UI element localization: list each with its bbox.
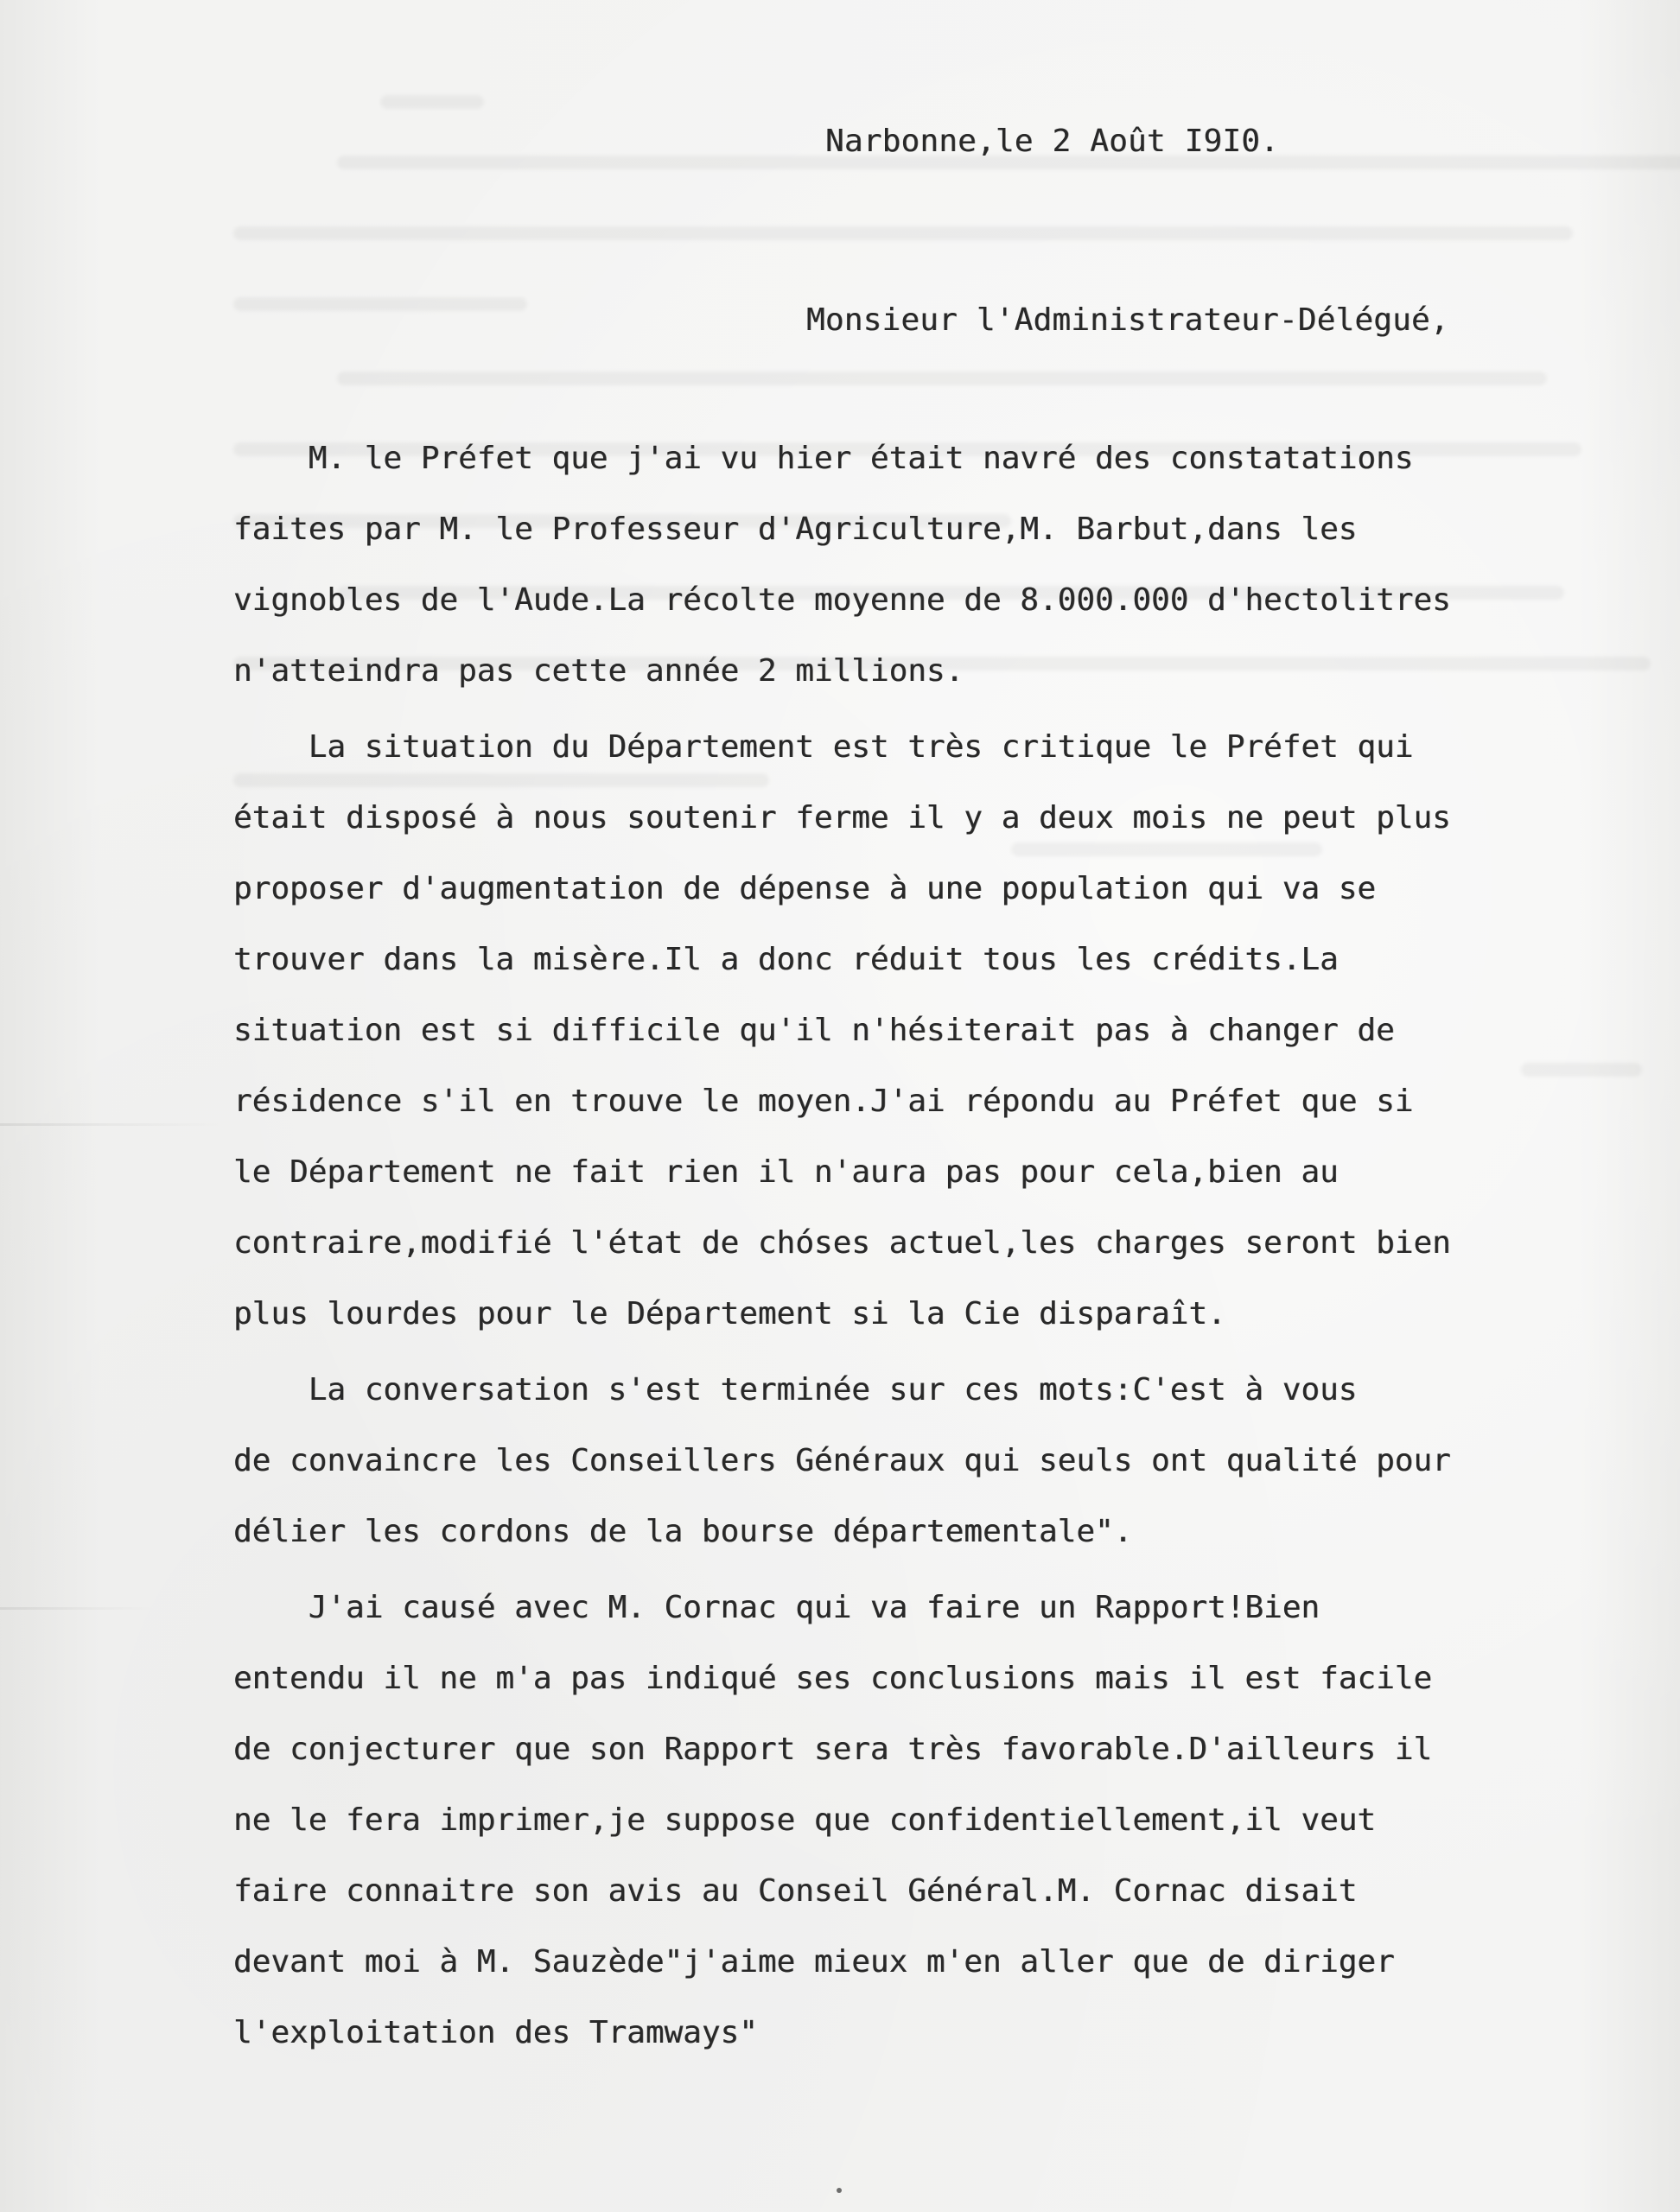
body-line: J'ai causé avec M. Cornac qui va faire un Rapport!Bien: [233, 1590, 1320, 1625]
body-line: vignobles de l'Aude.La récolte moyenne de 8.000.000 d'hectolitres: [233, 582, 1451, 618]
body-line: proposer d'augmentation de dépense à une population qui va se: [233, 871, 1377, 906]
body-line: le Département ne fait rien il n'aura pas pour cela,bien au: [233, 1154, 1339, 1190]
body-line: n'atteindra pas cette année 2 millions.: [233, 653, 964, 689]
body-line: faire connaitre son avis au Conseil Général.M. Cornac disait: [233, 1873, 1358, 1909]
fold-crease: [0, 1123, 225, 1126]
body-line: plus lourdes pour le Département si la Cie disparaît.: [233, 1296, 1226, 1332]
body-line: l'exploitation des Tramways": [233, 2015, 758, 2050]
body-line: situation est si difficile qu'il n'hésiterait pas à changer de: [233, 1013, 1395, 1048]
body-line: La situation du Département est très critique le Préfet qui: [233, 729, 1414, 765]
body-line: de convaincre les Conseillers Généraux qui seuls ont qualité pour: [233, 1443, 1451, 1478]
dateline: Narbonne,le 2 Août I9I0.: [825, 124, 1279, 159]
body-line: délier les cordons de la bourse départementale".: [233, 1514, 1133, 1549]
fold-crease: [0, 1607, 156, 1610]
body-line: faites par M. le Professeur d'Agriculture,M. Barbut,dans les: [233, 512, 1358, 547]
body-line: de conjecturer que son Rapport sera très favorable.D'ailleurs il: [233, 1732, 1433, 1767]
body-line: M. le Préfet que j'ai vu hier était navré des constatations: [233, 441, 1414, 476]
body-line: La conversation s'est terminée sur ces mots:C'est à vous: [233, 1372, 1358, 1408]
body-line: était disposé à nous soutenir ferme il y a deux mois ne peut plus: [233, 800, 1451, 836]
body-line: ne le fera imprimer,je suppose que confidentiellement,il veut: [233, 1802, 1377, 1838]
body-line: devant moi à M. Sauzède"j'aime mieux m'en aller que de diriger: [233, 1944, 1395, 1980]
body-line: trouver dans la misère.Il a donc réduit tous les crédits.La: [233, 942, 1339, 977]
body-line: résidence s'il en trouve le moyen.J'ai répondu au Préfet que si: [233, 1084, 1414, 1119]
ink-speck: [837, 2188, 842, 2193]
body-line: contraire,modifié l'état de chóses actuel,les charges seront bien: [233, 1225, 1451, 1261]
salutation: Monsieur l'Administrateur-Délégué,: [806, 302, 1449, 338]
body-line: entendu il ne m'a pas indiqué ses conclusions mais il est facile: [233, 1661, 1433, 1696]
